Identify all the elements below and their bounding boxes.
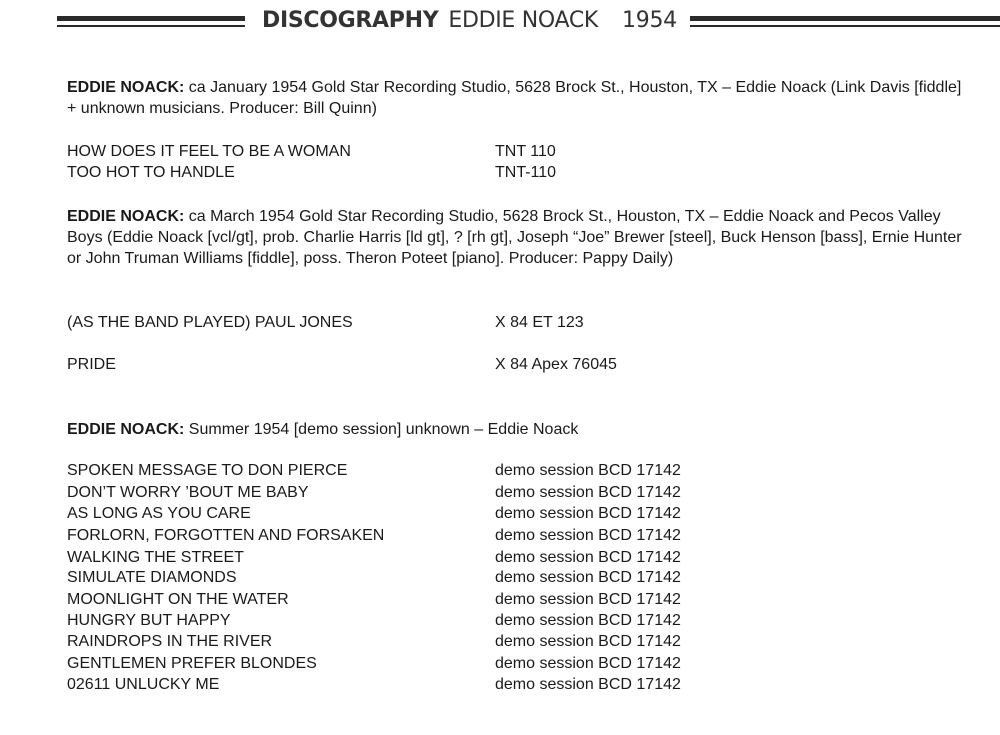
track-row <box>67 674 967 695</box>
track-row <box>67 589 967 610</box>
track-title: DON’T WORRY ’BOUT ME BABY <box>67 484 309 501</box>
track-title: AS LONG AS YOU CARE <box>67 505 251 522</box>
track-catalog: X 84 Apex 76045 <box>495 356 617 373</box>
track-catalog: demo session BCD 17142 <box>495 462 681 479</box>
track-row <box>67 141 967 162</box>
track-catalog: demo session BCD 17142 <box>495 655 681 672</box>
session-artist: EDDIE NOACK: <box>67 79 185 96</box>
session-2-description <box>67 206 967 269</box>
track-catalog: demo session BCD 17142 <box>495 527 681 544</box>
session-3-description <box>67 419 967 440</box>
track-catalog: demo session BCD 17142 <box>495 633 681 650</box>
track-title: HOW DOES IT FEEL TO BE A WOMAN <box>67 143 351 160</box>
header-rule-left <box>57 16 245 22</box>
track-row <box>67 482 967 503</box>
track-row <box>67 631 967 652</box>
track-title: GENTLEMEN PREFER BLONDES <box>67 655 317 672</box>
track-title: FORLORN, FORGOTTEN AND FORSAKEN <box>67 527 385 544</box>
track-title: SPOKEN MESSAGE TO DON PIERCE <box>67 462 348 479</box>
track-catalog: demo session BCD 17142 <box>495 591 681 608</box>
track-row <box>67 162 967 183</box>
track-title: HUNGRY BUT HAPPY <box>67 612 231 629</box>
track-title: TOO HOT TO HANDLE <box>67 164 235 181</box>
session-details: Summer 1954 [demo session] unknown – Eddie Noack <box>184 421 579 438</box>
track-row <box>67 354 967 375</box>
track-row <box>67 525 967 546</box>
session-details: ca January 1954 Gold Star Recording Studio, 5628 Brock St., Houston, TX – Eddie Noack (Link Davis [fiddle] + unknown musicians. Producer: Bill Quinn) <box>67 79 966 117</box>
session-details: ca March 1954 Gold Star Recording Studio, 5628 Brock St., Houston, TX – Eddie Noack and Pecos Valley Boys (Eddie Noack [vcl/gt], prob. Charlie Harris [ld gt], ? [rh gt], Joseph “Joe” Brewer [steel], Buck Henson [bass], Ernie Hunter or John Truman Williams [fiddle], poss. Theron Poteet [piano]. Producer: Pappy Daily) <box>67 208 967 267</box>
session-artist: EDDIE NOACK: <box>67 208 185 225</box>
page-title <box>262 8 677 38</box>
track-row <box>67 567 967 588</box>
track-catalog: demo session BCD 17142 <box>495 612 681 629</box>
track-catalog: demo session BCD 17142 <box>495 676 681 693</box>
track-row <box>67 653 967 674</box>
track-title: (AS THE BAND PLAYED) PAUL JONES <box>67 314 353 331</box>
track-row <box>67 610 967 631</box>
track-title: SIMULATE DIAMONDS <box>67 569 237 586</box>
track-title: MOONLIGHT ON THE WATER <box>67 591 289 608</box>
track-catalog: demo session BCD 17142 <box>495 549 681 566</box>
track-title: RAINDROPS IN THE RIVER <box>67 633 273 650</box>
track-title: 02611 UNLUCKY ME <box>67 676 220 693</box>
track-catalog: demo session BCD 17142 <box>495 569 681 586</box>
track-row <box>67 503 967 524</box>
title-discography: DISCOGRAPHY <box>262 8 439 33</box>
track-row <box>67 460 967 481</box>
track-row <box>67 547 967 568</box>
track-catalog: X 84 ET 123 <box>495 314 584 331</box>
page-header <box>0 8 1000 38</box>
track-catalog: TNT 110 <box>495 143 556 160</box>
title-artist: EDDIE NOACK <box>448 8 599 33</box>
title-year: 1954 <box>622 8 677 33</box>
header-rule-right <box>690 16 1000 22</box>
track-catalog: demo session BCD 17142 <box>495 505 681 522</box>
track-title: PRIDE <box>67 356 116 373</box>
track-catalog: TNT-110 <box>495 164 557 181</box>
track-row <box>67 312 967 333</box>
track-title: WALKING THE STREET <box>67 549 244 566</box>
session-1-description <box>67 77 967 119</box>
session-artist: EDDIE NOACK: <box>67 421 185 438</box>
track-catalog: demo session BCD 17142 <box>495 484 681 501</box>
